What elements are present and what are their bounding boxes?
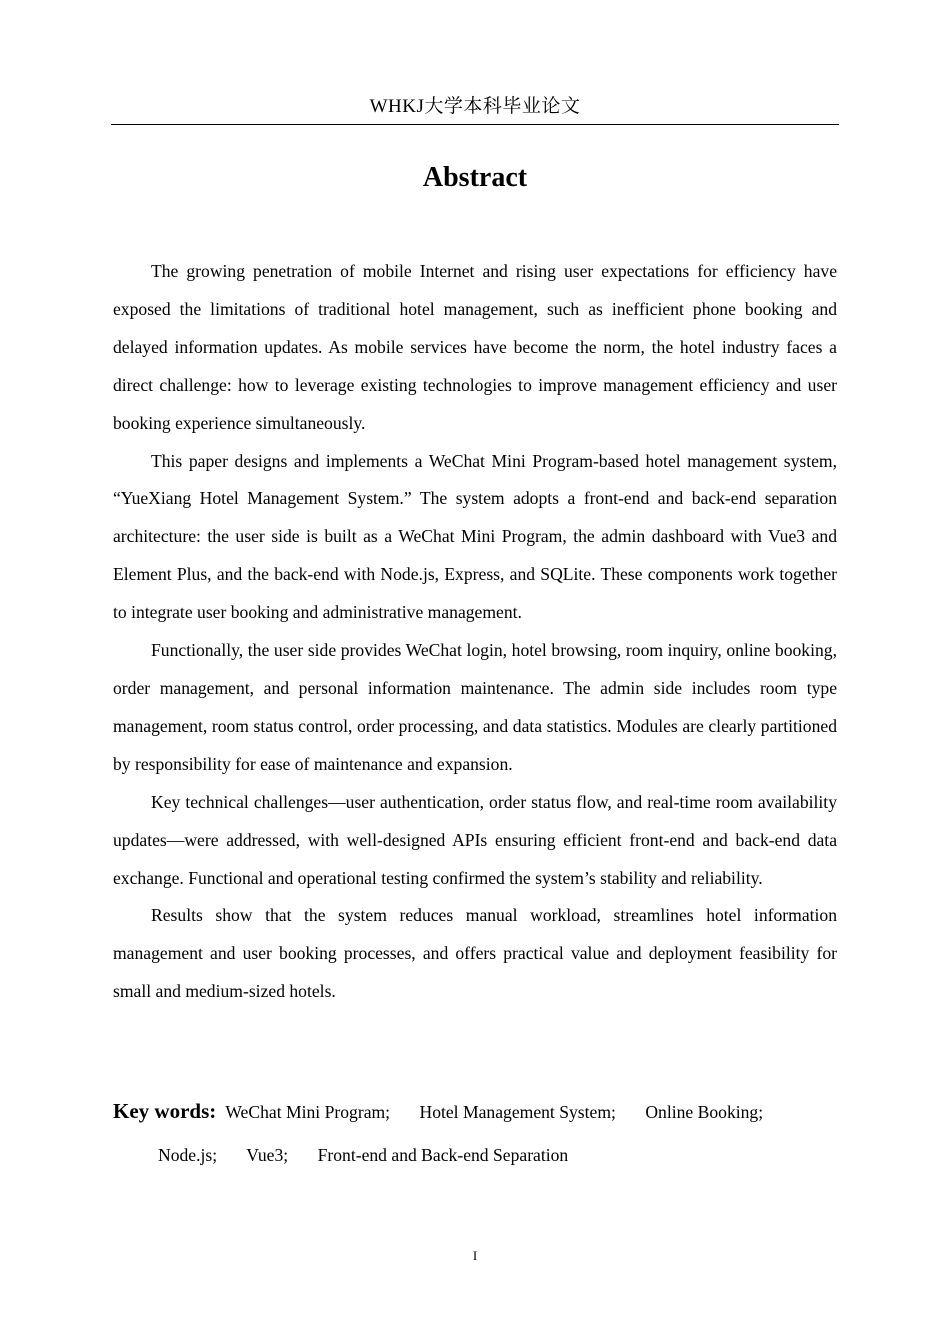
page-number: I xyxy=(472,1248,478,1263)
keyword-item: WeChat Mini Program; xyxy=(225,1102,391,1122)
abstract-paragraph-5: Results show that the system reduces manual workload, streamlines hotel information management and user booking processes, and offers practical value and deployment feasibility for small and medium-sized hotels. xyxy=(113,905,837,1002)
abstract-body xyxy=(113,253,837,1011)
keyword-item: Online Booking; xyxy=(645,1102,764,1122)
keywords-label: Key words: xyxy=(113,1099,217,1123)
running-header: WHKJ大学本科毕业论文 xyxy=(369,96,581,117)
keyword-item: Front-end and Back-end Separation xyxy=(317,1145,569,1165)
keyword-item: Node.js; xyxy=(158,1145,218,1165)
keyword-item: Vue3; xyxy=(246,1145,289,1165)
abstract-paragraph-4: Key technical challenges—user authentication, order status flow, and real-time room availability updates—were addressed, with well-designed APIs ensuring efficient front-end and back-end data exchange. Functional and operational testing confirmed the system’s stability and reliability. xyxy=(113,791,837,888)
abstract-paragraph-1: The growing penetration of mobile Internet and rising user expectations for efficiency have exposed the limitations of traditional hotel management, such as inefficient phone booking and delayed information updates. As mobile services have become the norm, the hotel industry faces a direct challenge: how to leverage existing technologies to improve management efficiency and user booking experience simultaneously. xyxy=(113,261,837,433)
abstract-paragraph-2: This paper designs and implements a WeChat Mini Program-based hotel management system, “YueXiang Hotel Management System.” The system adopts a front-end and back-end separation architecture: the user side is built as a WeChat Mini Program, the admin dashboard with Vue3 and Element Plus, and the back-end with Node.js, Express, and SQLite. These components work together to integrate user booking and administrative management. xyxy=(113,450,837,623)
keyword-item: Hotel Management System; xyxy=(419,1102,616,1122)
keywords-line-1 xyxy=(113,1091,763,1132)
abstract-paragraph-3: Functionally, the user side provides WeChat login, hotel browsing, room inquiry, online booking, order management, and personal information maintenance. The admin side includes room type management, room status control, order processing, and data statistics. Modules are clearly partitioned by responsibility for ease of maintenance and expansion. xyxy=(113,640,837,774)
keywords-line-2 xyxy=(158,1135,568,1175)
header-rule xyxy=(111,124,839,125)
page-title: Abstract xyxy=(422,162,528,193)
